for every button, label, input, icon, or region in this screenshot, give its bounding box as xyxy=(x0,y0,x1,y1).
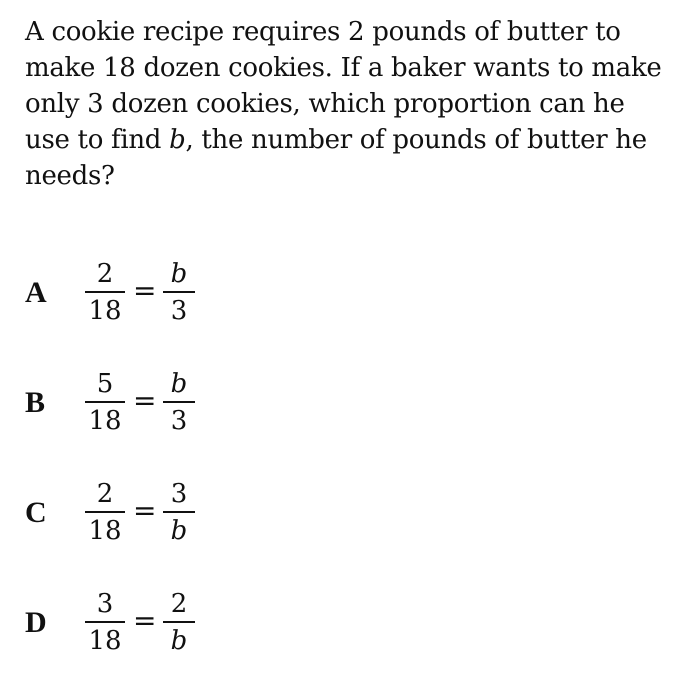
fraction-bar xyxy=(163,291,195,293)
left-numerator: 3 xyxy=(96,589,114,619)
right-numerator: 2 xyxy=(170,589,188,619)
fraction-bar xyxy=(85,291,125,293)
fraction-bar xyxy=(85,401,125,403)
right-denominator: 3 xyxy=(170,296,188,326)
fraction-bar xyxy=(163,621,195,623)
left-fraction xyxy=(85,588,125,657)
left-numerator: 2 xyxy=(96,259,114,289)
left-denominator: 18 xyxy=(88,296,122,326)
equals-sign: = xyxy=(133,274,157,307)
right-denominator: 3 xyxy=(170,406,188,436)
left-denominator: 18 xyxy=(88,626,122,656)
left-numerator: 2 xyxy=(96,479,114,509)
question-text-before-variable: A cookie recipe requires 2 pounds of butter to make 18 dozen cookies. If a baker wants to make only 3 dozen cookies, which proportion can he use to find xyxy=(25,17,662,155)
equals-sign: = xyxy=(133,384,157,417)
choice-c[interactable] xyxy=(25,478,285,548)
equals-sign: = xyxy=(133,494,157,527)
question-text-after-variable: , the number of pounds of butter he needs? xyxy=(25,125,647,191)
left-numerator: 5 xyxy=(96,369,114,399)
right-numerator: b xyxy=(170,369,188,399)
right-numerator: 3 xyxy=(170,479,188,509)
right-fraction xyxy=(163,258,195,327)
fraction-bar xyxy=(163,401,195,403)
left-denominator: 18 xyxy=(88,516,122,546)
right-fraction xyxy=(163,478,195,547)
choice-letter: D xyxy=(25,606,47,639)
question-text xyxy=(25,14,665,194)
choice-d[interactable] xyxy=(25,588,285,658)
right-fraction xyxy=(163,368,195,437)
choice-b[interactable] xyxy=(25,368,285,438)
choice-a[interactable] xyxy=(25,258,285,328)
question-variable: b xyxy=(169,125,186,155)
left-fraction xyxy=(85,368,125,437)
left-fraction xyxy=(85,258,125,327)
equals-sign: = xyxy=(133,604,157,637)
right-fraction xyxy=(163,588,195,657)
fraction-bar xyxy=(85,511,125,513)
right-numerator: b xyxy=(170,259,188,289)
fraction-bar xyxy=(85,621,125,623)
left-fraction xyxy=(85,478,125,547)
choice-letter: A xyxy=(25,276,47,309)
right-denominator: b xyxy=(170,626,188,656)
choice-letter: C xyxy=(25,496,47,529)
fraction-bar xyxy=(163,511,195,513)
left-denominator: 18 xyxy=(88,406,122,436)
right-denominator: b xyxy=(170,516,188,546)
choice-letter: B xyxy=(25,386,46,419)
